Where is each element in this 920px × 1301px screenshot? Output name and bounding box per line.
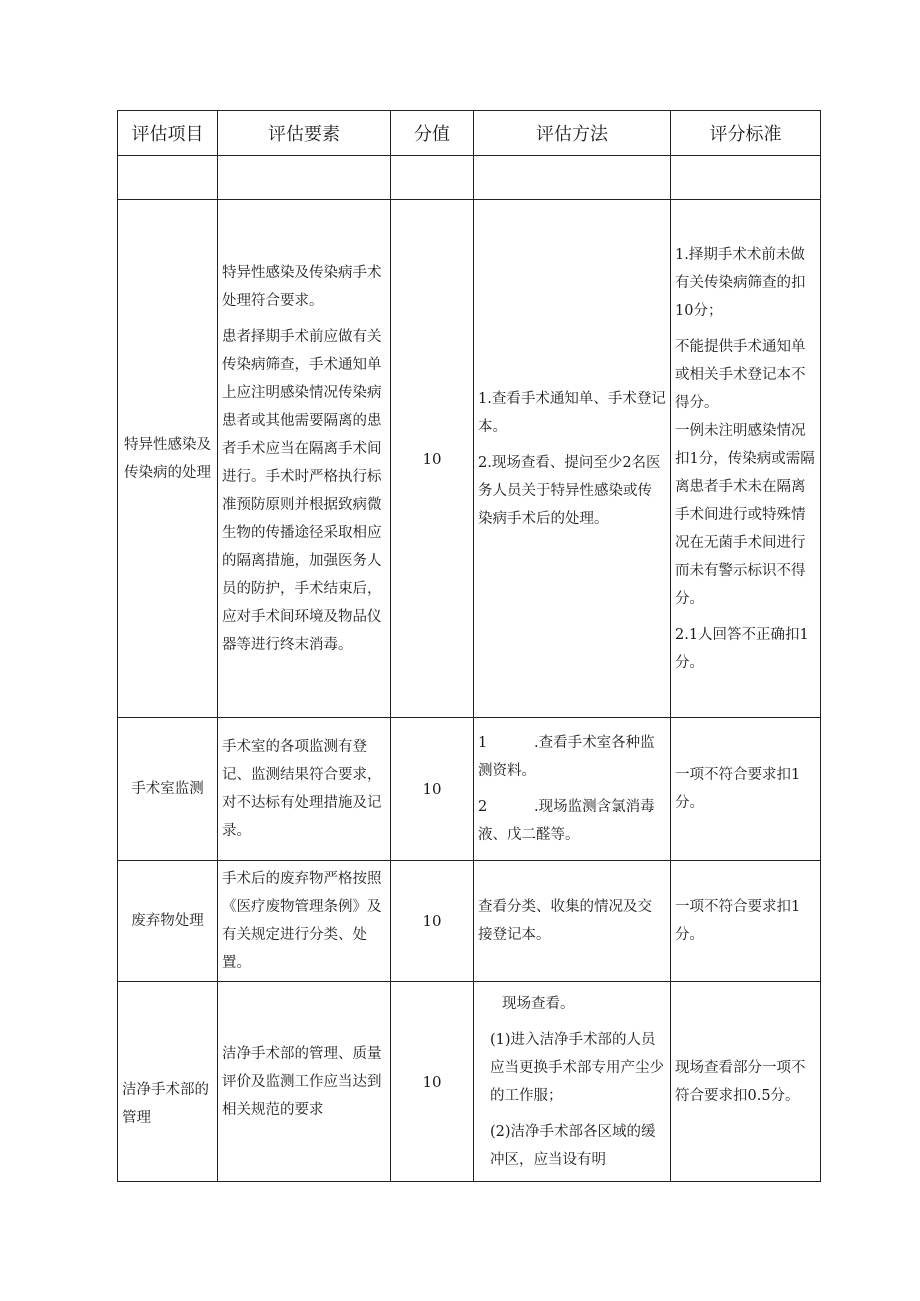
score-value: 10 [391, 718, 474, 861]
elements-text: 患者择期手术前应做有关传染病筛查，手术通知单上应注明感染情况传染病患者或其他需要隔离的患者手术应当在隔离手术间进行。手术时严格执行标准预防原则并根据致病微生物的传播途径采取相应的隔离措施，加强医务人员的防护，手术结束后，应对手术间环境及物品仪器等进行终末消毒。 [222, 328, 382, 653]
elements-text: 洁净手术部的管理、质量评价及监测工作应当达到相关规范的要求 [222, 1045, 382, 1118]
criteria-cell [671, 718, 821, 861]
elements-text: 手术室的各项监测有登记、监测结果符合要求，对不达标有处理措施及记录。 [222, 739, 382, 839]
method-text: 2.现场查看、提问至少2名医务人员关于特异性感染或传染病手术后的处理。 [478, 454, 661, 527]
method-number: 1 [478, 735, 488, 751]
method-text: 现场查看。 [502, 995, 575, 1012]
method-cell [474, 861, 671, 982]
empty-row [118, 156, 821, 200]
score-value: 10 [391, 982, 474, 1182]
method-text: (1)进入洁净手术部的人员应当更换手术部专用产尘少的工作服； [490, 1031, 664, 1104]
evaluation-table [117, 110, 821, 1182]
criteria-text: 一项不符合要求扣1分。 [675, 767, 801, 811]
item-name-text: 洁净手术部的管理 [122, 1081, 209, 1126]
criteria-text: 1.择期手术术前未做有关传染病筛查的扣10分； [675, 246, 806, 319]
table-row [118, 718, 821, 861]
method-cell [474, 200, 671, 718]
criteria-cell [671, 861, 821, 982]
elements-cell [218, 200, 391, 718]
header-row [118, 111, 821, 156]
criteria-text: 一项不符合要求扣1分。 [675, 899, 801, 943]
header-score: 分值 [391, 111, 474, 156]
criteria-text: 一例未注明感染情况扣1分，传染病或需隔离患者手术未在隔离手术间进行或特殊情况在无菌手术间进行而未有警示标识不得分。 [675, 422, 815, 607]
method-text: 查看分类、收集的情况及交接登记本。 [478, 899, 652, 943]
method-cell [474, 982, 671, 1182]
elements-text: 特异性感染及传染病手术处理符合要求。 [222, 264, 382, 309]
criteria-cell [671, 982, 821, 1182]
item-name: 废弃物处理 [118, 861, 218, 982]
method-text [478, 729, 666, 785]
elements-text: 手术后的废弃物严格按照《医疗废物管理条例》及有关规定进行分类、处置。 [222, 871, 382, 971]
criteria-text: 现场查看部分一项不符合要求扣0.5分。 [675, 1059, 806, 1104]
header-elements: 评估要素 [218, 111, 391, 156]
score-value: 10 [391, 200, 474, 718]
header-item: 评估项目 [118, 111, 218, 156]
method-text [478, 793, 666, 849]
item-name: 特异性感染及传染病的处理 [118, 200, 218, 718]
elements-cell [218, 718, 391, 861]
method-text-body: .查看手术室各种监测资料。 [478, 735, 655, 779]
criteria-text: 2.1人回答不正确扣1分。 [675, 626, 809, 671]
criteria-cell [671, 200, 821, 718]
method-cell [474, 718, 671, 861]
item-name [118, 982, 218, 1182]
elements-cell [218, 861, 391, 982]
table-row [118, 200, 821, 718]
method-number: 2 [478, 799, 488, 815]
header-criteria: 评分标准 [671, 111, 821, 156]
header-method: 评估方法 [474, 111, 671, 156]
item-name: 手术室监测 [118, 718, 218, 861]
elements-cell [218, 982, 391, 1182]
method-text: (2)洁净手术部各区域的缓冲区，应当设有明 [490, 1123, 656, 1168]
table-row [118, 861, 821, 982]
criteria-text: 不能提供手术通知单或相关手术登记本不得分。 [675, 338, 806, 411]
method-text: 1.查看手术通知单、手术登记本。 [478, 390, 666, 435]
table-row [118, 982, 821, 1182]
score-value: 10 [391, 861, 474, 982]
method-text-body: .现场监测含氯消毒液、戊二醛等。 [478, 799, 655, 843]
